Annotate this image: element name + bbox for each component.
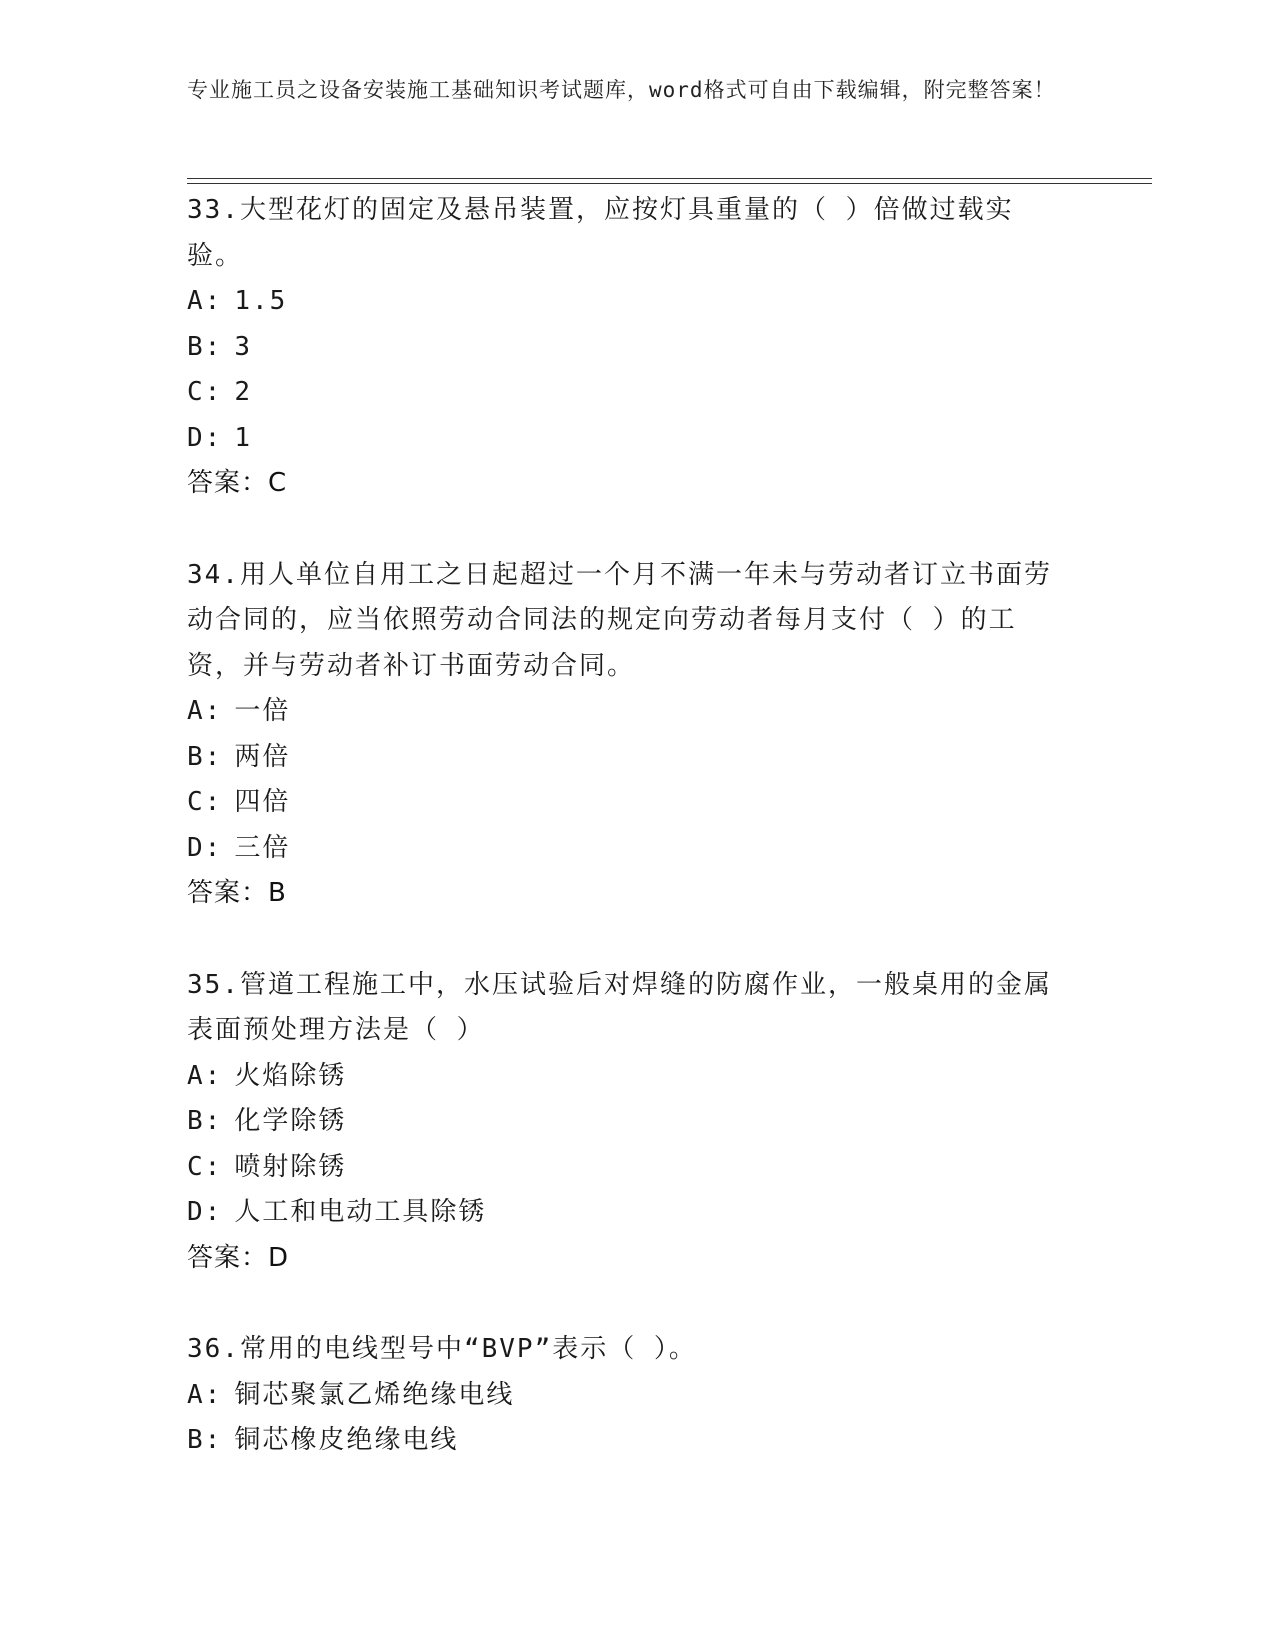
option-text: 两倍 bbox=[234, 741, 291, 772]
option-text: 化学除锈 bbox=[234, 1106, 347, 1136]
answer-line: 答案：D bbox=[187, 1242, 290, 1273]
question-list bbox=[187, 188, 1087, 1464]
option-letter: A: bbox=[187, 1060, 223, 1091]
option-text: 四倍 bbox=[234, 787, 291, 817]
option-c bbox=[187, 370, 1087, 416]
option-letter: C: bbox=[187, 377, 223, 407]
question-36 bbox=[187, 1327, 1087, 1464]
option-letter: A: bbox=[187, 286, 223, 316]
option-text: 铜芯聚氯乙烯绝缘电线 bbox=[234, 1379, 515, 1410]
question-35 bbox=[187, 963, 1087, 1282]
option-text: 一倍 bbox=[234, 696, 291, 726]
option-letter: D: bbox=[187, 832, 223, 863]
option-a bbox=[187, 1373, 1087, 1419]
option-a bbox=[187, 1054, 1087, 1100]
question-stem: 33.大型花灯的固定及悬吊装置，应按灯具重量的（ ）倍做过载实验。 bbox=[187, 195, 1014, 271]
answer-line: 答案：B bbox=[187, 878, 287, 908]
option-letter: C: bbox=[187, 787, 223, 817]
option-text: 三倍 bbox=[234, 832, 291, 863]
option-text: 喷射除锈 bbox=[234, 1151, 347, 1182]
question-stem: 34.用人单位自用工之日起超过一个月不满一年未与劳动者订立书面劳动合同的，应当依照劳动合同法的规定向劳动者每月支付（ ）的工资，并与劳动者补订书面劳动合同。 bbox=[187, 559, 1052, 681]
option-b bbox=[187, 1099, 1087, 1145]
document-header: 专业施工员之设备安装施工基础知识考试题库，word格式可自由下载编辑，附完整答案！ bbox=[187, 78, 1056, 102]
option-text: 1.5 bbox=[234, 286, 288, 316]
option-b bbox=[187, 1418, 1087, 1464]
option-c bbox=[187, 780, 1087, 826]
option-text: 2 bbox=[234, 377, 252, 407]
header-divider-top bbox=[187, 178, 1152, 179]
option-letter: D: bbox=[187, 1197, 223, 1227]
option-letter: C: bbox=[187, 1151, 223, 1182]
option-text: 铜芯橡皮绝缘电线 bbox=[234, 1425, 459, 1455]
option-letter: A: bbox=[187, 1379, 223, 1410]
option-letter: A: bbox=[187, 696, 223, 726]
option-text: 3 bbox=[234, 331, 252, 362]
option-b bbox=[187, 735, 1087, 781]
option-d bbox=[187, 826, 1087, 872]
header-divider-bottom bbox=[187, 183, 1152, 184]
option-d bbox=[187, 1190, 1087, 1236]
option-letter: B: bbox=[187, 1106, 223, 1136]
question-33 bbox=[187, 188, 1087, 507]
question-34 bbox=[187, 553, 1087, 917]
option-letter: B: bbox=[187, 331, 223, 362]
option-letter: D: bbox=[187, 422, 223, 453]
option-a bbox=[187, 279, 1087, 325]
option-b bbox=[187, 325, 1087, 371]
option-letter: B: bbox=[187, 741, 223, 772]
question-stem: 35.管道工程施工中，水压试验后对焊缝的防腐作业，一般桌用的金属表面预处理方法是（ ） bbox=[187, 969, 1052, 1045]
option-c bbox=[187, 1145, 1087, 1191]
option-text: 1 bbox=[234, 422, 252, 453]
option-d bbox=[187, 416, 1087, 462]
option-text: 火焰除锈 bbox=[234, 1060, 347, 1091]
option-text: 人工和电动工具除锈 bbox=[234, 1197, 487, 1227]
question-stem: 36.常用的电线型号中“BVP”表示（ ）。 bbox=[187, 1334, 697, 1364]
option-letter: B: bbox=[187, 1425, 223, 1455]
option-a bbox=[187, 689, 1087, 735]
answer-line: 答案：C bbox=[187, 468, 288, 498]
